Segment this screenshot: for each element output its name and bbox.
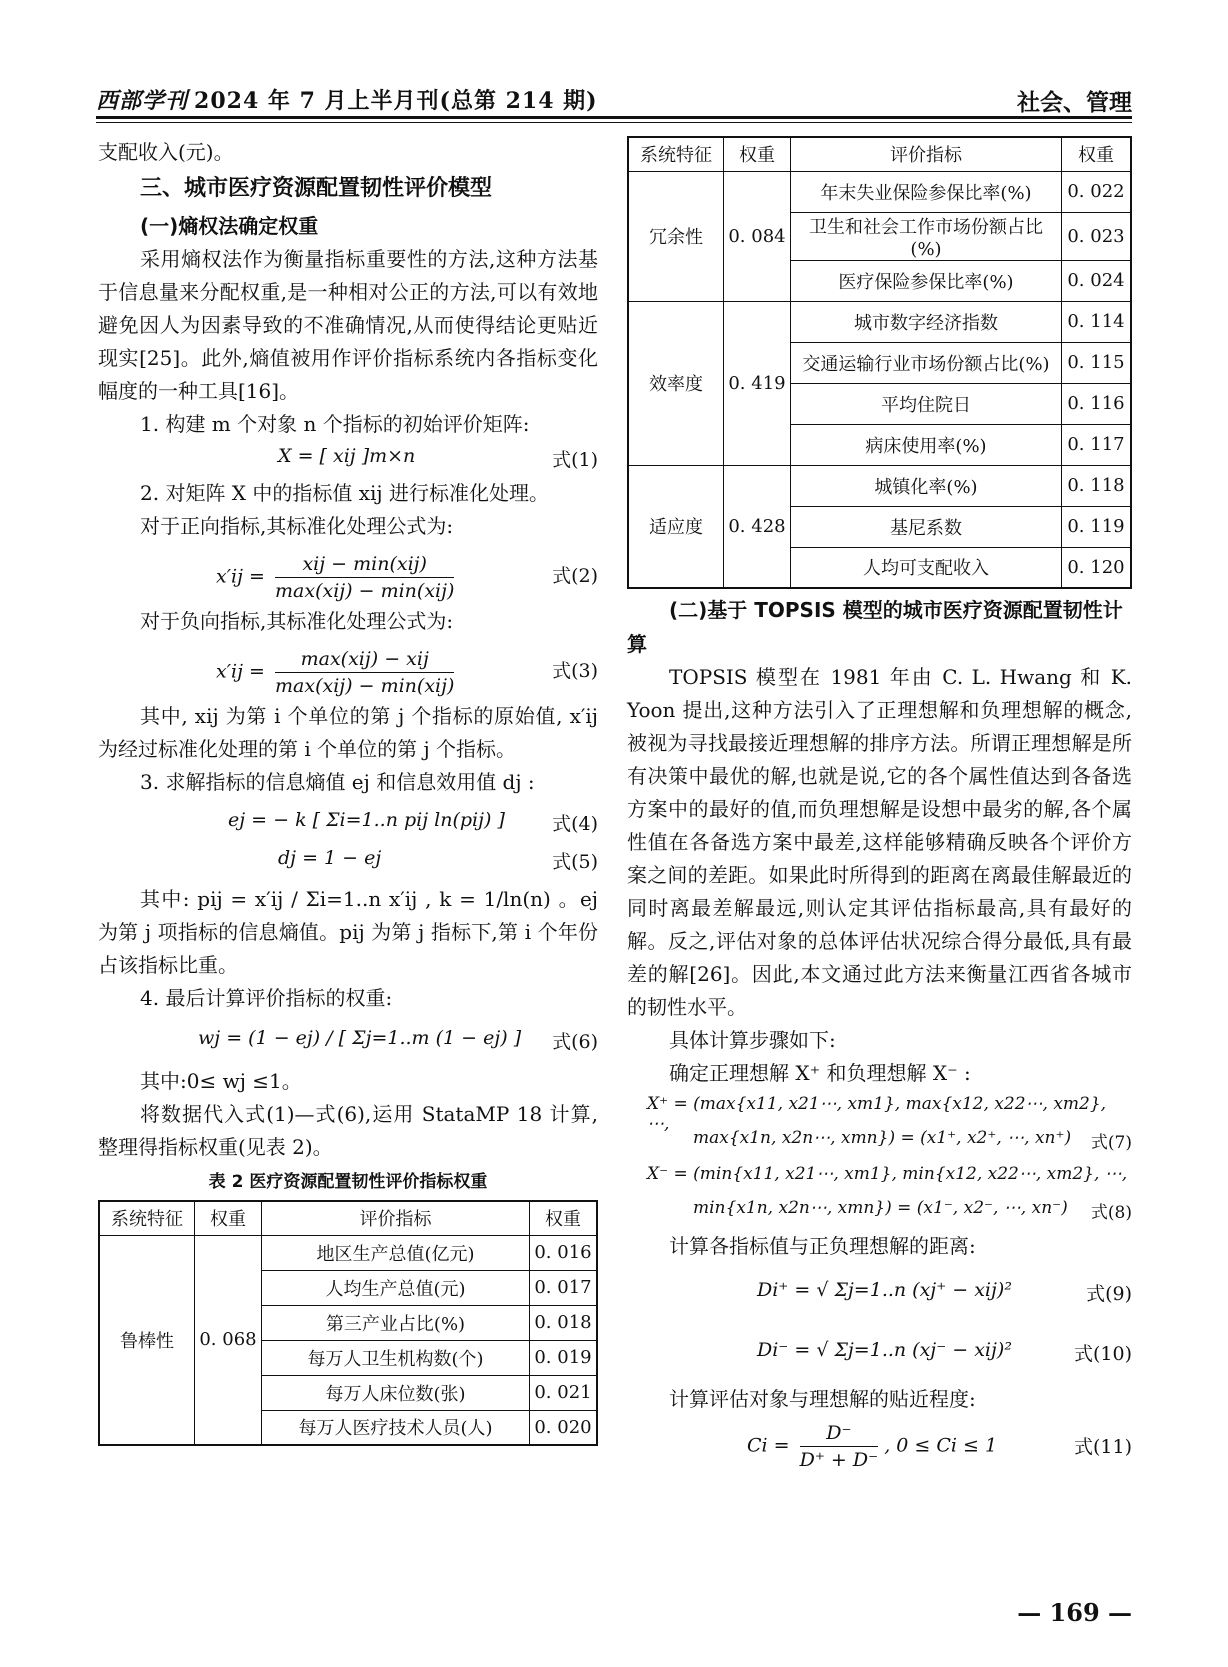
equation-9: Di⁺ = √ Σj=1..n (xj⁺ − xij)² 式(9): [757, 1279, 1132, 1305]
table-row: 适应度 0. 428 城镇化率(%) 0. 118: [628, 465, 1131, 506]
equation-7a: X⁺ = (max{x11, x21⋯, xm1}, max{x12, x22⋯, xm2}, ⋯,: [647, 1094, 1107, 1134]
table-row: 平均住院日 0. 116: [628, 383, 1131, 424]
table-row: 鲁棒性 0. 068 地区生产总值(亿元) 0. 016: [99, 1235, 597, 1270]
group-weight: 0. 068: [195, 1235, 262, 1445]
group-name: 鲁棒性: [99, 1235, 195, 1445]
step-text: 1. 构建 m 个对象 n 个指标的初始评价矩阵:: [140, 412, 530, 436]
group-name: 效率度: [628, 301, 724, 465]
header-rule: [96, 116, 1132, 119]
step-text: 计算各指标值与正负理想解的距离:: [669, 1234, 976, 1258]
table-header-row: 系统特征 权重 评价指标 权重: [99, 1201, 597, 1235]
equation-6: wj = (1 − ej) / [ Σj=1..m (1 − ej) ] 式(6): [198, 1027, 598, 1053]
table-row: 人均生产总值(元) 0. 017: [99, 1270, 597, 1305]
header-rule-thin: [96, 122, 1132, 123]
paragraph: 支配收入(元)。: [98, 140, 234, 164]
table-row: 冗余性 0. 084 年末失业保险参保比率(%) 0. 022: [628, 171, 1131, 212]
table-header-row: 系统特征 权重 评价指标 权重: [628, 137, 1131, 171]
left-column: [98, 136, 598, 1446]
table-row: 卫生和社会工作市场份额占比(%) 0. 023: [628, 212, 1131, 260]
paragraph: 将数据代入式(1)—式(6),运用 StataMP 18 计算,整理得指标权重(见表 2)。: [98, 1102, 598, 1159]
section-title: 社会、管理: [1017, 89, 1132, 116]
paragraph: TOPSIS 模型在 1981 年由 C. L. Hwang 和 K. Yoon 提出,这种方法引入了正理想解和负理想解的概念,被视为寻找最接近理想解的排序方法。所谓正理想解是所有决策中最优的解,也就是说,它的各个属性值达到各备选方案中的最好的值,而负理想解是设想中最劣的解,各个属性值在各备选方案中最差,这样能够精确反映各个评价方案之间的差距。如果此时所得到的距离在离最佳解最近的同时离最差解最远,则认定其评估指标最高,具有最好的解。反之,评估对象的总体评估状况综合得分最低,具有最差的解[26]。因此,本文通过此方法来衡量江西省各城市的韧性水平。: [627, 665, 1132, 1019]
paragraph: 其中:0≤ wj ≤1。: [140, 1069, 302, 1093]
table-row: 每万人医疗技术人员(人) 0. 020: [99, 1410, 597, 1445]
subsection-heading: (一)熵权法确定权重: [140, 214, 319, 238]
step-text: 对于负向指标,其标准化处理公式为:: [140, 609, 454, 633]
journal-header: [96, 84, 598, 115]
issue-info: 2024 年 7 月上半月刊(总第 214 期): [194, 88, 598, 114]
table-row: 第三产业占比(%) 0. 018: [99, 1305, 597, 1340]
group-weight: 0. 084: [724, 171, 791, 301]
table-row: 人均可支配收入 0. 120: [628, 547, 1131, 588]
journal-logo: 西部学刊: [96, 88, 189, 114]
equation-3: x′ij = $\frac{\text{max(xij) − xij}}{\text{max(xij) − min(xij)}}$ 式(3): [216, 648, 598, 697]
weights-table-right: [627, 136, 1132, 589]
page-number: — 169 —: [1017, 1598, 1132, 1627]
weights-table-left: [98, 1200, 598, 1446]
step-text: 计算评估对象与理想解的贴近程度:: [669, 1387, 976, 1411]
equation-4: ej = − k [ Σi=1..n pij ln(pij) ] 式(4): [228, 809, 598, 835]
table-row: 每万人床位数(张) 0. 021: [99, 1375, 597, 1410]
subsection-heading: (二)基于 TOPSIS 模型的城市医疗资源配置韧性计算: [627, 598, 1123, 656]
table-row: 病床使用率(%) 0. 117: [628, 424, 1131, 465]
table-row: 交通运输行业市场份额占比(%) 0. 115: [628, 342, 1131, 383]
equation-1: X = [ xij ]m×n 式(1): [278, 445, 598, 471]
step-text: 4. 最后计算评价指标的权重:: [140, 986, 393, 1010]
step-text: 具体计算步骤如下:: [669, 1028, 836, 1052]
equation-10: Di⁻ = √ Σj=1..n (xj⁻ − xij)² 式(10): [757, 1339, 1132, 1365]
paragraph: 其中, xij 为第 i 个单位的第 j 个指标的原始值, x′ij 为经过标准化处理的第 i 个单位的第 j 个指标。: [98, 704, 598, 761]
right-column: [627, 136, 1132, 1478]
table-caption: 表 2 医疗资源配置韧性评价指标权重: [208, 1172, 488, 1192]
group-name: 适应度: [628, 465, 724, 588]
equation-8b: min{x1n, x2n⋯, xmn}) = (x1⁻, x2⁻, ⋯, xn⁻) 式(8): [693, 1198, 1132, 1223]
table-row: 效率度 0. 419 城市数字经济指数 0. 114: [628, 301, 1131, 342]
table-row: 基尼系数 0. 119: [628, 506, 1131, 547]
step-text: 确定正理想解 X⁺ 和负理想解 X⁻ :: [669, 1061, 971, 1085]
paragraph: 其中: pij = x′ij / Σi=1..n x′ij , k = 1/ln(n) 。ej 为第 j 项指标的信息熵值。pij 为第 j 指标下,第 i 个年份占该指标比重。: [98, 887, 598, 977]
step-text: 2. 对矩阵 X 中的指标值 xij 进行标准化处理。: [140, 481, 549, 505]
group-weight: 0. 419: [724, 301, 791, 465]
step-text: 对于正向指标,其标准化处理公式为:: [140, 514, 454, 538]
equation-5: dj = 1 − ej 式(5): [278, 847, 598, 873]
table-row: 每万人卫生机构数(个) 0. 019: [99, 1340, 597, 1375]
group-weight: 0. 428: [724, 465, 791, 588]
group-name: 冗余性: [628, 171, 724, 301]
equation-8a: X⁻ = (min{x11, x21⋯, xm1}, min{x12, x22⋯, xm2}, ⋯,: [647, 1164, 1128, 1184]
step-text: 3. 求解指标的信息熵值 ej 和信息效用值 dj :: [140, 770, 535, 794]
table-row: 医疗保险参保比率(%) 0. 024: [628, 260, 1131, 301]
equation-7b: max{x1n, x2n⋯, xmn}) = (x1⁺, x2⁺, ⋯, xn⁺) 式(7): [693, 1128, 1132, 1153]
paragraph: 采用熵权法作为衡量指标重要性的方法,这种方法基于信息量来分配权重,是一种相对公正的方法,可以有效地避免因人为因素导致的不准确情况,从而使得结论更贴近现实[25]。此外,熵值被用作评价指标系统内各指标变化幅度的一种工具[16]。: [98, 247, 598, 403]
section-heading: 三、城市医疗资源配置韧性评价模型: [140, 176, 493, 201]
equation-11: Ci = $\frac{D^-}{D^+ + D^-}$ , 0 ≤ Ci ≤ 1 式(11): [747, 1422, 1132, 1471]
equation-2: x′ij = $\frac{\text{xij − min(xij)}}{\text{max(xij) − min(xij)}}$ 式(2): [216, 553, 598, 602]
